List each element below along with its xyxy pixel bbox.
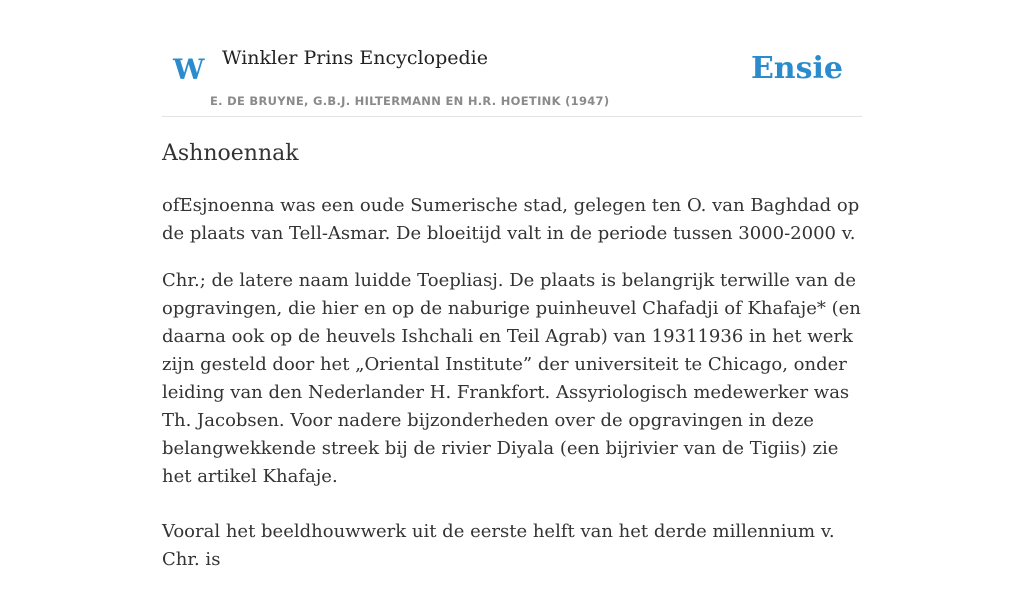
- site-authors: E. DE BRUYNE, G.B.J. HILTERMANN EN H.R. HOETINK (1947): [210, 94, 610, 108]
- entry-paragraph: Vooral het beeldhouwwerk uit de eerste helft van het derde millennium v. Chr. is: [162, 521, 835, 570]
- site-header: [162, 0, 862, 117]
- entry-paragraph: Chr.; de latere naam luidde Toepliasj. De plaats is belangrijk terwille van de opgravingen, die hier en op de naburige puinheuvel Chafadji of Khafaje* (en daarna ook op de heuvels Ishchali en Teil Agrab) van 19311936 in het werk zijn gesteld door het „Oriental Institute” der universiteit te Chicago, onder leiding van den Nederlander H. Frankfort. Assyriologisch medewerker was Th. Jacobsen. Voor nadere bijzonderheden over de opgravingen in deze belangwekkende streek bij de rivier Diyala (een bijrivier van de Tigiis) zie het artikel Khafaje.: [162, 270, 861, 487]
- winkler-prins-logo[interactable]: W: [173, 53, 205, 86]
- entry-body: [162, 192, 862, 593]
- entry-paragraph: ofEsjnoenna was een oude Sumerische stad, gelegen ten O. van Baghdad op de plaats van Tell-Asmar. De bloeitijd valt in de periode tussen 3000-2000 v.: [162, 195, 860, 244]
- site-title: Winkler Prins Encyclopedie: [222, 47, 488, 69]
- ensie-brand-link[interactable]: Ensie: [750, 51, 843, 86]
- entry-title: Ashnoennak: [162, 141, 299, 166]
